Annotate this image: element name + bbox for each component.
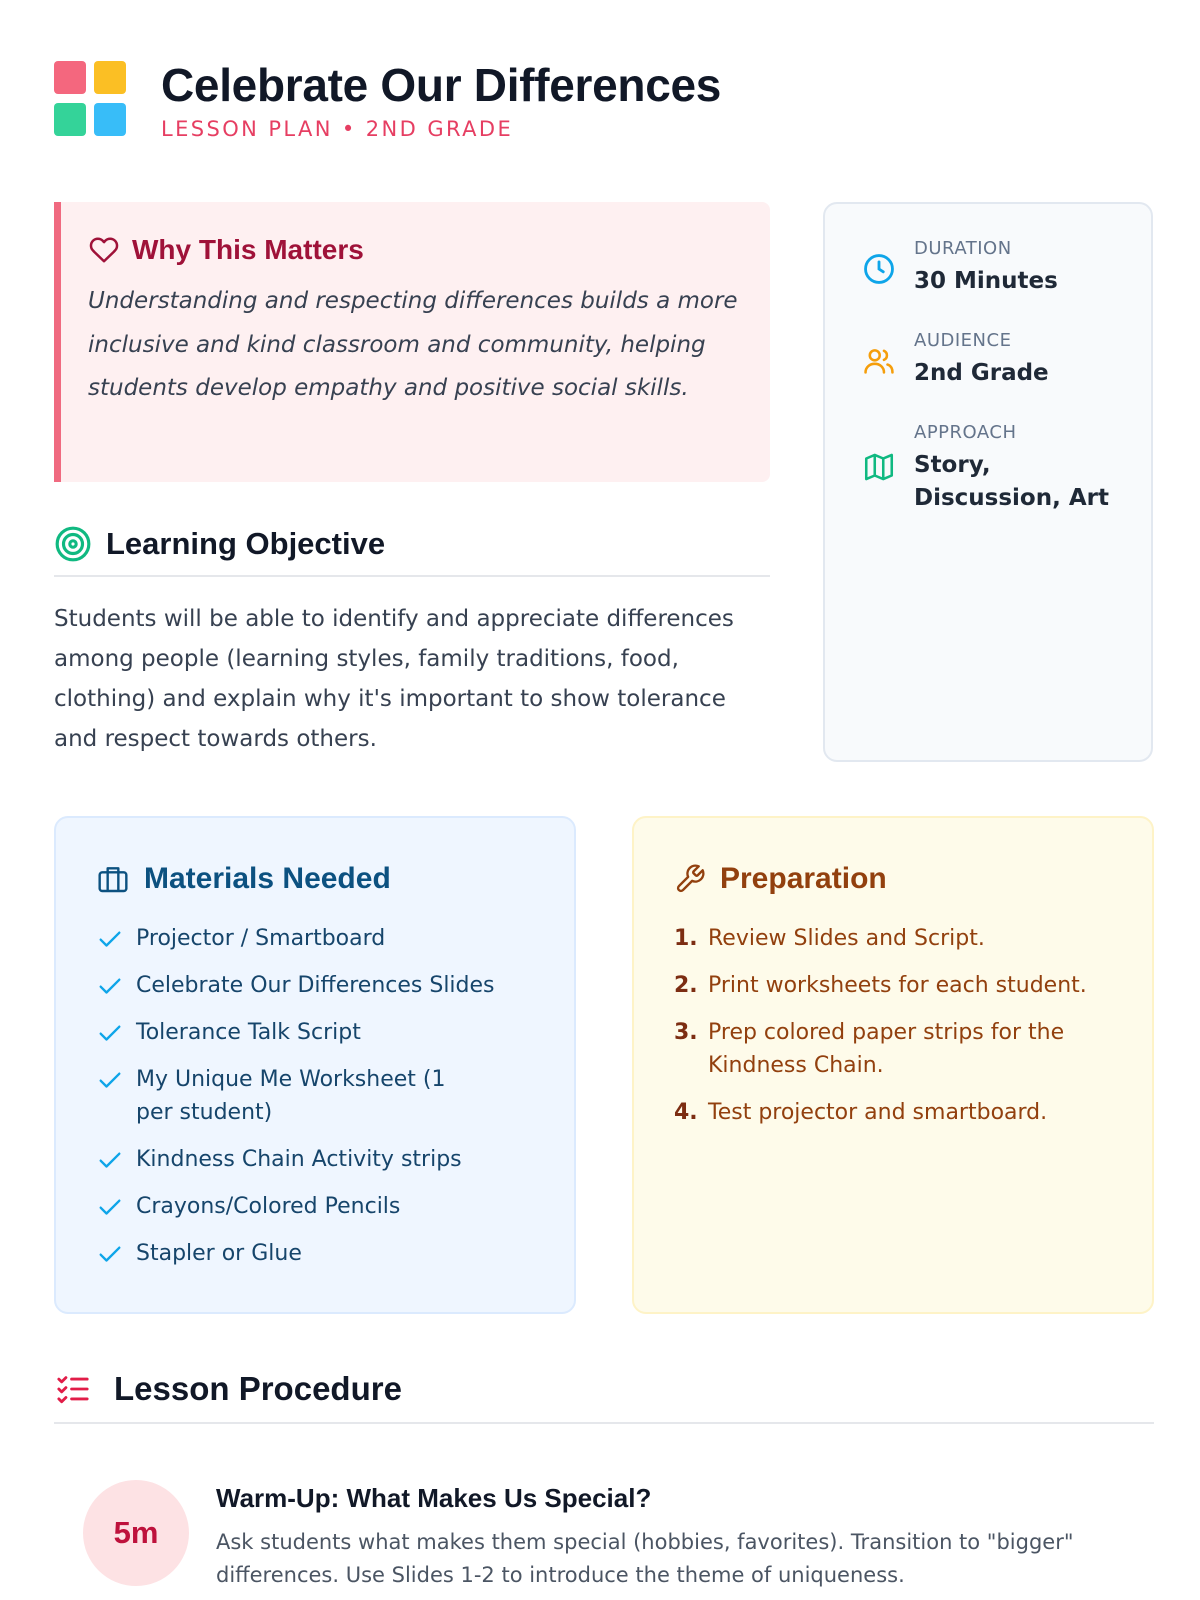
procedure-title: Lesson Procedure bbox=[114, 1370, 402, 1407]
list-item: Tolerance Talk Script bbox=[96, 1016, 556, 1049]
check-icon bbox=[96, 1143, 124, 1176]
duration-label: DURATION bbox=[914, 238, 1012, 259]
approach-value: Story, Discussion, Art bbox=[914, 452, 1109, 511]
check-icon bbox=[96, 1237, 124, 1270]
objective-heading bbox=[54, 525, 385, 563]
check-icon bbox=[96, 922, 124, 955]
preparation-heading bbox=[674, 862, 887, 896]
step-title: Warm-Up: What Makes Us Special? bbox=[216, 1483, 652, 1513]
list-item: Crayons/Colored Pencils bbox=[96, 1190, 556, 1223]
preparation-title: Preparation bbox=[720, 862, 887, 895]
list-item: Kindness Chain Activity strips bbox=[96, 1143, 556, 1176]
check-icon bbox=[96, 1190, 124, 1223]
why-title: Why This Matters bbox=[132, 234, 364, 265]
app-logo bbox=[54, 61, 128, 137]
materials-list bbox=[96, 922, 556, 1284]
materials-heading bbox=[96, 862, 391, 896]
objective-text: Students will be able to identify and appreciate differences among people (learning styles, family traditions, food, clothing) and explain why it's important to show tolerance and respect towards others. bbox=[54, 606, 734, 752]
users-icon bbox=[862, 344, 896, 378]
info-approach bbox=[862, 422, 1114, 515]
map-icon bbox=[862, 450, 896, 484]
list-item: 2. Print worksheets for each student. bbox=[674, 973, 1087, 998]
wrench-icon bbox=[674, 863, 706, 895]
procedure-divider bbox=[54, 1422, 1154, 1424]
audience-label: AUDIENCE bbox=[914, 330, 1012, 351]
why-heading bbox=[88, 234, 364, 266]
clock-icon bbox=[862, 252, 896, 286]
why-text: Understanding and respecting differences builds a more inclusive and kind classroom and community, helping students develop empathy and positive social skills. bbox=[88, 288, 738, 401]
objective-title: Learning Objective bbox=[106, 526, 386, 561]
list-item: My Unique Me Worksheet (1 per student) bbox=[96, 1063, 556, 1129]
objective-divider bbox=[54, 575, 770, 577]
target-icon bbox=[54, 525, 92, 563]
check-icon bbox=[96, 969, 124, 1002]
materials-title: Materials Needed bbox=[144, 862, 391, 895]
list-item: 4. Test projector and smartboard. bbox=[674, 1100, 1048, 1125]
list-item: 1. Review Slides and Script. bbox=[674, 926, 985, 951]
procedure-heading bbox=[54, 1370, 402, 1408]
list-item: Celebrate Our Differences Slides bbox=[96, 969, 556, 1002]
step-time-badge: 5m bbox=[83, 1480, 189, 1586]
info-duration bbox=[862, 238, 1114, 298]
preparation-list bbox=[674, 922, 1114, 1143]
page-subtitle: LESSON PLAN • 2ND GRADE bbox=[161, 117, 514, 141]
check-icon bbox=[96, 1063, 124, 1096]
list-item: Projector / Smartboard bbox=[96, 922, 556, 955]
check-icon bbox=[96, 1016, 124, 1049]
step-text: Ask students what makes them special (hobbies, favorites). Transition to "bigger" differences. Use Slides 1-2 to introduce the theme of uniqueness. bbox=[216, 1530, 1074, 1587]
list-item: 3. Prep colored paper strips for the Kindness Chain. bbox=[674, 1020, 1065, 1078]
briefcase-icon bbox=[96, 863, 130, 895]
list-item: Stapler or Glue bbox=[96, 1237, 556, 1270]
audience-value: 2nd Grade bbox=[914, 360, 1049, 386]
heart-icon bbox=[88, 235, 120, 265]
duration-value: 30 Minutes bbox=[914, 268, 1058, 294]
checklist-icon bbox=[54, 1372, 92, 1406]
page-title: Celebrate Our Differences bbox=[161, 59, 722, 111]
approach-label: APPROACH bbox=[914, 422, 1017, 443]
info-audience bbox=[862, 330, 1114, 390]
